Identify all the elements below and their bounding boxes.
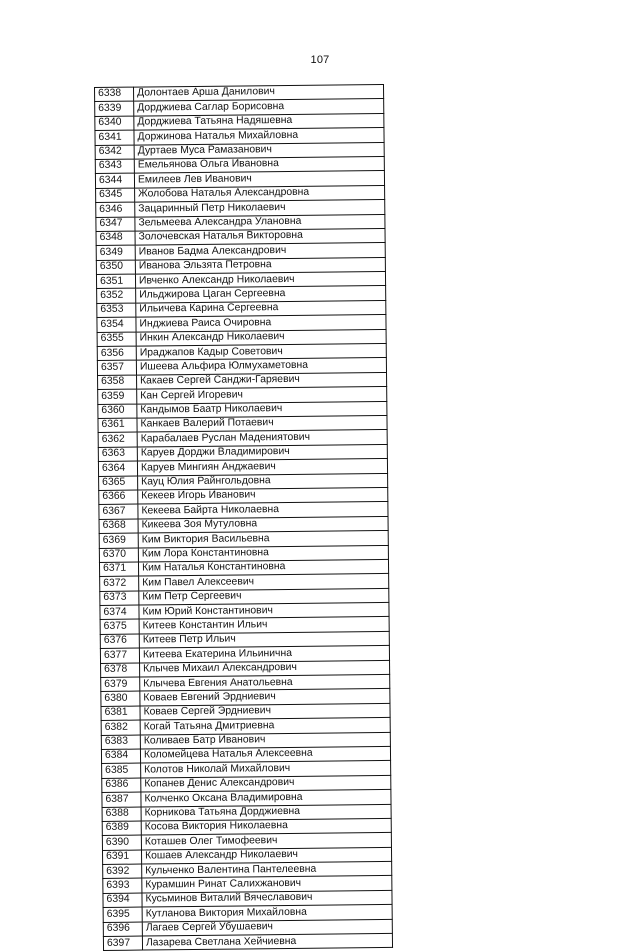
- row-number: 6350: [96, 260, 135, 275]
- person-name: Лазарева Светлана Хейчиевна: [142, 933, 392, 950]
- person-name: Ким Петр Сергеевич: [139, 588, 389, 605]
- row-number: 6381: [101, 706, 140, 721]
- row-number: 6345: [96, 188, 135, 203]
- person-name: Ким Юрий Константинович: [139, 603, 389, 620]
- person-name: Ильичева Карина Сергеевна: [136, 300, 386, 317]
- row-number: 6380: [101, 691, 140, 706]
- person-name: Ким Виктория Васильевна: [138, 531, 388, 548]
- row-number: 6379: [101, 677, 140, 692]
- row-number: 6342: [95, 145, 134, 160]
- person-name: Китеева Екатерина Ильинична: [139, 646, 389, 663]
- row-number: 6358: [98, 375, 137, 390]
- row-number: 6371: [99, 562, 138, 577]
- row-number: 6374: [100, 605, 139, 620]
- row-number: 6377: [100, 648, 139, 663]
- row-number: 6386: [102, 778, 141, 793]
- row-number: 6351: [96, 274, 135, 289]
- row-number: 6372: [100, 576, 139, 591]
- row-number: 6390: [102, 835, 141, 850]
- row-number: 6383: [101, 735, 140, 750]
- person-name: Ильджирова Цаган Сергеевна: [136, 286, 386, 303]
- row-number: 6368: [99, 519, 138, 534]
- row-number: 6364: [98, 461, 137, 476]
- person-name: Коломейцева Наталья Алексеевна: [140, 746, 390, 763]
- row-number: 6354: [97, 317, 136, 332]
- row-number: 6392: [103, 864, 142, 879]
- row-number: 6370: [99, 548, 138, 563]
- row-number: 6367: [99, 504, 138, 519]
- row-number: 6339: [95, 101, 134, 116]
- row-number: 6348: [96, 231, 135, 246]
- row-number: 6341: [95, 130, 134, 145]
- person-name: Лагаев Сергей Убушаевич: [142, 919, 392, 936]
- person-name: Кикеева Зоя Мутуловна: [138, 516, 388, 533]
- registry-table: [94, 84, 393, 951]
- person-name: Кекеев Игорь Иванович: [138, 487, 388, 504]
- person-name: Колотов Николай Михайлович: [141, 761, 391, 778]
- person-name: Коваев Сергей Эрдниевич: [140, 703, 390, 720]
- person-name: Жолобова Наталья Александровна: [135, 185, 385, 202]
- person-name: Кекеева Байрта Николаевна: [138, 502, 388, 519]
- person-name: Какаев Сергей Санджи-Гаряевич: [137, 372, 387, 389]
- person-name: Китеев Константин Ильич: [139, 617, 389, 634]
- row-number: 6344: [95, 173, 134, 188]
- row-number: 6397: [103, 936, 142, 951]
- person-name: Колченко Оксана Владимировна: [141, 790, 391, 807]
- row-number: 6373: [100, 591, 139, 606]
- row-number: 6387: [102, 792, 141, 807]
- row-number: 6349: [96, 245, 135, 260]
- person-name: Ким Павел Алексеевич: [139, 574, 389, 591]
- person-name: Инджиева Раиса Очировна: [136, 315, 386, 332]
- row-number: 6378: [101, 663, 140, 678]
- person-name: Когай Татьяна Дмитриевна: [140, 718, 390, 735]
- person-name: Иванова Эльзята Петровна: [135, 257, 385, 274]
- person-name: Курамшин Ринат Салихжанович: [142, 876, 392, 893]
- row-number: 6375: [100, 620, 139, 635]
- person-name: Косова Виктория Николаевна: [141, 818, 391, 835]
- person-name: Иванов Бадма Александрович: [135, 243, 385, 260]
- person-name: Клычев Михаил Александрович: [140, 660, 390, 677]
- person-name: Доржинова Наталья Михайловна: [134, 128, 384, 145]
- person-name: Корникова Татьяна Дорджиевна: [141, 804, 391, 821]
- row-number: 6394: [103, 893, 142, 908]
- row-number: 6396: [103, 922, 142, 937]
- person-name: Ким Наталья Константиновна: [138, 559, 388, 576]
- row-number: 6384: [101, 749, 140, 764]
- row-number: 6356: [97, 346, 136, 361]
- person-name: Клычева Евгения Анатольевна: [140, 674, 390, 691]
- row-number: 6343: [95, 159, 134, 174]
- row-number: 6347: [96, 217, 135, 232]
- person-name: Коваев Евгений Эрдниевич: [140, 689, 390, 706]
- row-number: 6340: [95, 116, 134, 131]
- row-number: 6389: [102, 821, 141, 836]
- person-name: Емельянова Ольга Ивановна: [134, 156, 384, 173]
- row-number: 6357: [97, 360, 136, 375]
- page-number: 107: [310, 54, 330, 66]
- row-number: 6338: [95, 87, 134, 102]
- row-number: 6393: [103, 879, 142, 894]
- person-name: Инкин Александр Николаевич: [136, 329, 386, 346]
- person-name: Емилеев Лев Иванович: [134, 171, 384, 188]
- row-number: 6391: [102, 850, 141, 865]
- person-name: Долонтаев Арша Данилович: [134, 84, 384, 101]
- row-number: 6346: [96, 202, 135, 217]
- person-name: Зельмеева Александра Улановна: [135, 214, 385, 231]
- row-number: 6352: [97, 289, 136, 304]
- row-number: 6395: [103, 907, 142, 922]
- person-name: Кутланова Виктория Михайловна: [142, 905, 392, 922]
- row-number: 6388: [102, 807, 141, 822]
- row-number: 6359: [98, 389, 137, 404]
- row-number: 6353: [97, 303, 136, 318]
- person-name: Кандымов Баатр Николаевич: [137, 401, 387, 418]
- person-name: Кусьминов Виталий Вячеславович: [142, 890, 392, 907]
- person-name: Ишеева Альфира Юлмухаметовна: [136, 358, 386, 375]
- row-number: 6355: [97, 332, 136, 347]
- person-name: Ираджапов Кадыр Советович: [136, 343, 386, 360]
- person-name: Ким Лора Константиновна: [138, 545, 388, 562]
- row-number: 6365: [99, 476, 138, 491]
- person-name: Золочевская Наталья Викторовна: [135, 228, 385, 245]
- person-name: Коташев Олег Тимофеевич: [141, 833, 391, 850]
- table-row: [103, 933, 392, 950]
- person-name: Карабалаев Руслан Мадениятович: [137, 430, 387, 447]
- row-number: 6382: [101, 720, 140, 735]
- row-number: 6369: [99, 533, 138, 548]
- row-number: 6361: [98, 418, 137, 433]
- person-name: Дорджиева Татьяна Надяшевна: [134, 113, 384, 130]
- registry-sheet: [94, 84, 393, 951]
- person-name: Дуртаев Муса Рамазанович: [134, 142, 384, 159]
- person-name: Канкаев Валерий Потаевич: [137, 415, 387, 432]
- row-number: 6366: [99, 490, 138, 505]
- row-number: 6385: [102, 763, 141, 778]
- person-name: Коливаев Батр Иванович: [140, 732, 390, 749]
- registry-table-body: [95, 84, 393, 950]
- person-name: Кульченко Валентина Пантелеевна: [142, 862, 392, 879]
- person-name: Каруев Дорджи Владимирович: [137, 444, 387, 461]
- person-name: Кан Сергей Игоревич: [137, 387, 387, 404]
- row-number: 6360: [98, 404, 137, 419]
- person-name: Китеев Петр Ильич: [139, 631, 389, 648]
- person-name: Дорджиева Саглар Борисовна: [134, 99, 384, 116]
- person-name: Каруев Мингиян Анджаевич: [137, 459, 387, 476]
- row-number: 6362: [98, 432, 137, 447]
- person-name: Копанев Денис Александрович: [141, 775, 391, 792]
- row-number: 6363: [98, 447, 137, 462]
- person-name: Кауц Юлия Райнгольдовна: [138, 473, 388, 490]
- row-number: 6376: [100, 634, 139, 649]
- person-name: Кошаев Александр Николаевич: [141, 847, 391, 864]
- person-name: Ивченко Александр Николаевич: [135, 272, 385, 289]
- person-name: Зацаринный Петр Николаевич: [135, 200, 385, 217]
